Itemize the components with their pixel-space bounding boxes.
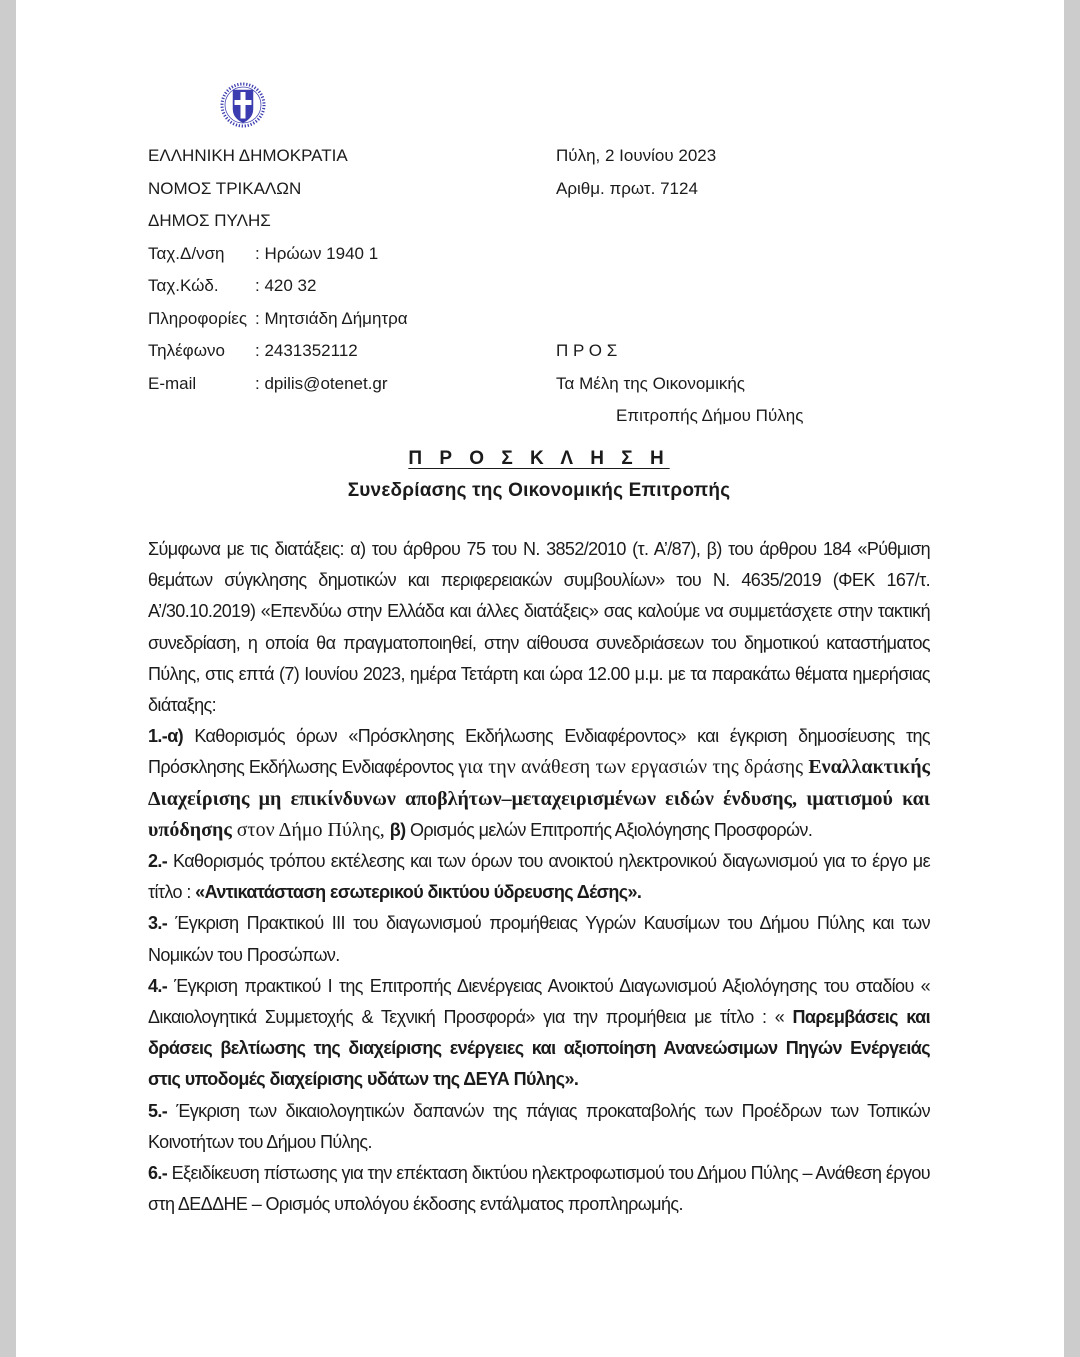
contact-row-phone	[148, 335, 556, 368]
text-segment: 4.-	[148, 975, 168, 996]
document-subtitle: Συνεδρίασης της Οικονομικής Επιτροπής	[347, 480, 731, 501]
recipient-block	[556, 140, 930, 433]
document-body	[148, 534, 930, 1220]
text-segment: 3.-	[148, 913, 168, 934]
contact-value: : Μητσιάδη Δήμητρα	[255, 308, 408, 328]
agenda-item-5	[148, 1096, 930, 1158]
contact-label: Πληροφορίες	[148, 308, 248, 328]
text-segment: 6.-	[148, 1163, 168, 1184]
intro-paragraph	[148, 534, 930, 721]
text-segment: για την ανάθεση των εργασιών της δράσης	[458, 756, 809, 779]
protocol-number-line: Αριθμ. πρωτ. 7124	[556, 178, 698, 198]
contact-row-info	[148, 303, 556, 336]
text-segment: 2.-	[148, 851, 168, 872]
contact-value: : Ηρώων 1940 1	[255, 243, 379, 263]
agenda-item-3	[148, 908, 930, 970]
recipient-line-1: Τα Μέλη της Οικονομικής	[556, 373, 745, 393]
text-segment: 5.-	[148, 1100, 168, 1121]
text-segment: Ορισμός μελών Επιτροπής Αξιολόγησης Προσφορών.	[405, 819, 813, 840]
document-header	[148, 140, 930, 433]
text-segment: «Αντικατάσταση εσωτερικού δικτύου ύδρευσης Δέσης».	[195, 882, 642, 903]
text-segment: Καθορισμός όρων «Πρόσκλησης Εκδήλωσης Ενδιαφέροντος» και έγκριση δημοσίευσης της Πρόσκλησης Εκδήλωσης Ενδιαφέροντος	[148, 726, 930, 778]
document-page	[16, 0, 1064, 1357]
text-segment: Καθορισμός τρόπου εκτέλεσης και των όρων του ανοικτού ηλεκτρονικού διαγωνισμού για το έργο με τίτλο :	[148, 851, 930, 903]
org-line-municipality: ΔΗΜΟΣ ΠΥΛΗΣ	[148, 211, 271, 230]
agenda-item-1	[148, 721, 930, 846]
spacer	[556, 270, 930, 303]
text-segment: στον Δήμο Πύλης,	[231, 818, 390, 841]
text-segment: 1.-α)	[148, 726, 184, 747]
org-line-prefecture: ΝΟΜΟΣ ΤΡΙΚΑΛΩΝ	[148, 178, 302, 198]
contact-row-email	[148, 368, 556, 401]
text-segment: Παρεμβάσεις και δράσεις βελτίωσης της διαχείρισης ενέργειες και αξιοποίηση Ανανεώσιμων Πηγών Ενέργειάς στις υποδομές διαχείρισης υδάτων της ΔΕΥΑ Πύλης».	[148, 1007, 930, 1090]
greek-coat-of-arms-icon	[218, 76, 268, 134]
contact-label: Ταχ.Δ/νση	[148, 243, 225, 263]
contact-label: E-mail	[148, 373, 197, 393]
date-line: Πύλη, 2 Ιουνίου 2023	[556, 146, 717, 165]
agenda-item-2	[148, 846, 930, 908]
agenda-item-6	[148, 1158, 930, 1220]
recipient-label: Π Ρ Ο Σ	[556, 341, 618, 360]
contact-value: : dpilis@otenet.gr	[255, 373, 388, 393]
contact-label: Τηλέφωνο	[148, 341, 225, 360]
title-block	[148, 448, 930, 502]
org-line-republic: ΕΛΛΗΝΙΚΗ ΔΗΜΟΚΡΑΤΙΑ	[148, 146, 348, 165]
text-segment: β)	[389, 819, 406, 840]
contact-value: : 420 32	[255, 276, 317, 295]
sender-block	[148, 140, 556, 433]
agenda-item-4	[148, 971, 930, 1096]
recipient-line-2: Επιτροπής Δήμου Πύλης	[616, 406, 804, 425]
text-segment: Έγκριση των δικαιολογητικών δαπανών της πάγιας προκαταβολής των Προέδρων των Τοπικών Κοινοτήτων του Δήμου Πύλης.	[148, 1100, 930, 1152]
text-segment: Σύμφωνα με τις διατάξεις: α) του άρθρου 75 του Ν. 3852/2010 (τ. Α’/87), β) του άρθρου 184 «Ρύθμιση θεμάτων σύγκλησης δημοτικών και περιφερειακών συμβουλίων» του Ν. 4635/2019 (ΦΕΚ 167/τ. Α’/30.10.2019) «Επενδύω στην Ελλάδα και άλλες διατάξεις» σας καλούμε να συμμετάσχετε στην τακτική συνεδρίαση, η οποία θα πραγματοποιηθεί, στην αίθουσα συνεδριάσεων του δημοτικού καταστήματος Πύλης, στις επτά (7) Ιουνίου 2023, ημέρα Τετάρτη και ώρα 12.00 μ.μ. με τα παρακάτω θέματα ημερήσιας διάταξης:	[148, 539, 930, 716]
text-segment: Εξειδίκευση πίστωσης για την επέκταση δικτύου ηλεκτροφωτισμού του Δήμου Πύλης – Ανάθεση έργου στη ΔΕΔΔΗΕ – Ορισμός υπολόγου έκδοσης εντάλματος προπληρωμής.	[148, 1163, 930, 1215]
contact-value: : 2431352112	[255, 341, 358, 360]
text-segment: Έγκριση Πρακτικού ΙΙΙ του διαγωνισμού προμήθειας Υγρών Καυσίμων του Δήμου Πύλης και των Νομικών του Προσώπων.	[148, 913, 930, 965]
spacer	[556, 303, 930, 336]
spacer	[556, 238, 930, 271]
contact-row-address	[148, 238, 556, 271]
text-segment: Εναλλακτικής Διαχείρισης μη επικίνδυνων αποβλήτων–μεταχειρισμένων ειδών ένδυσης, ιματισμού και υπόδησης	[148, 756, 930, 841]
document-title: Π Ρ Ο Σ Κ Λ Η Σ Η	[408, 448, 670, 469]
text-segment: Έγκριση πρακτικού Ι της Επιτροπής Διενέργειας Ανοικτού Διαγωνισμού Αξιολόγησης του σταδίου « Δικαιολογητικά Συμμετοχής & Τεχνική Προσφορά» για την προμήθεια με τίτλο : «	[148, 975, 930, 1028]
spacer	[556, 205, 930, 238]
contact-row-postcode	[148, 270, 556, 303]
contact-label: Ταχ.Κώδ.	[148, 276, 219, 295]
